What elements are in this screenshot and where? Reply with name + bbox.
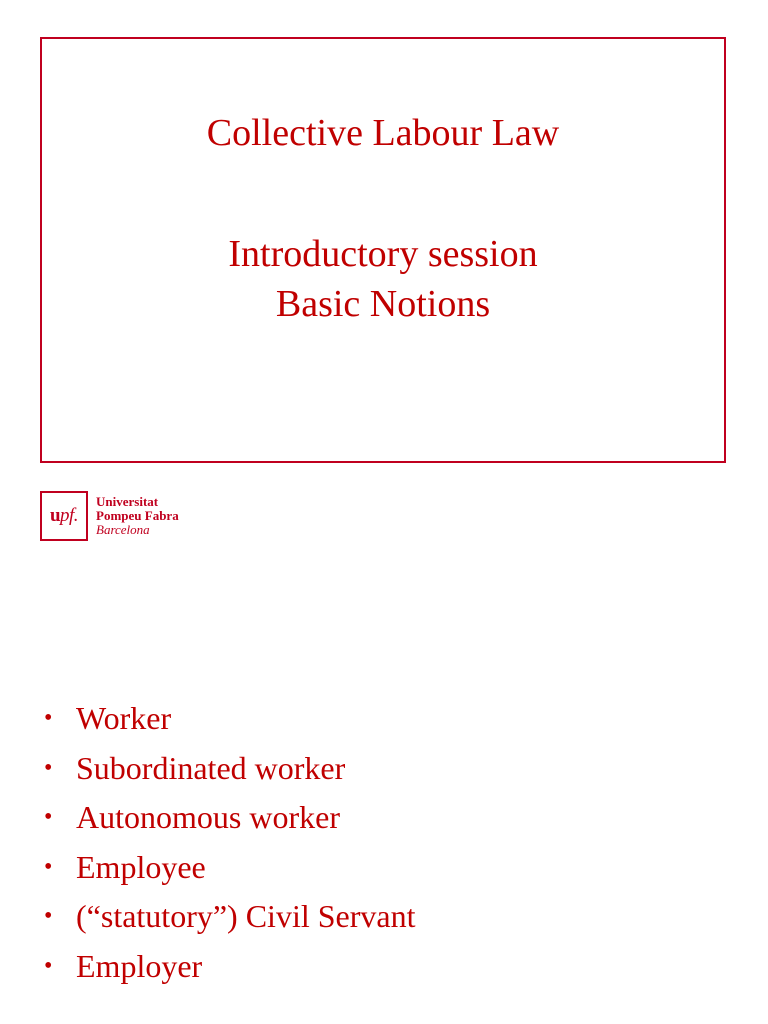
list-item-text: Employer (76, 947, 203, 984)
list-item (44, 694, 415, 744)
slide-subtitle-line-2: Basic Notions (275, 283, 491, 325)
list-item (44, 843, 415, 893)
list-item-text: Autonomous worker (76, 799, 340, 835)
upf-logo-mark (40, 491, 88, 541)
list-item (44, 744, 415, 794)
logo-line-universitat: Universitat (96, 494, 159, 509)
bullet-icon: • (44, 705, 53, 731)
bullet-icon: • (44, 804, 53, 830)
bullet-icon: • (44, 853, 53, 880)
bullet-icon: • (44, 903, 53, 929)
list-item-text: Subordinated worker (76, 749, 346, 786)
slide-subtitle-line-1: Introductory session (228, 233, 538, 275)
logo-wordmark (96, 495, 179, 537)
list-item (44, 892, 415, 942)
list-item (44, 942, 415, 992)
slide-title: Collective Labour Law (206, 112, 560, 154)
list-item-text: (“statutory”) Civil Servant (76, 898, 416, 934)
logo-mark-u: u (49, 505, 61, 526)
logo-line-barcelona: Barcelona (96, 522, 150, 537)
list-item-text: Employee (76, 848, 206, 885)
title-slide-frame (40, 37, 726, 463)
university-logo (40, 489, 179, 543)
notions-list (44, 694, 415, 991)
bullet-icon: • (44, 952, 53, 979)
logo-mark-pf: pf. (60, 505, 79, 526)
logo-line-pompeu-fabra: Pompeu Fabra (96, 508, 179, 523)
list-item (44, 793, 415, 843)
bullet-icon: • (44, 754, 53, 781)
list-item-text: Worker (76, 700, 172, 736)
